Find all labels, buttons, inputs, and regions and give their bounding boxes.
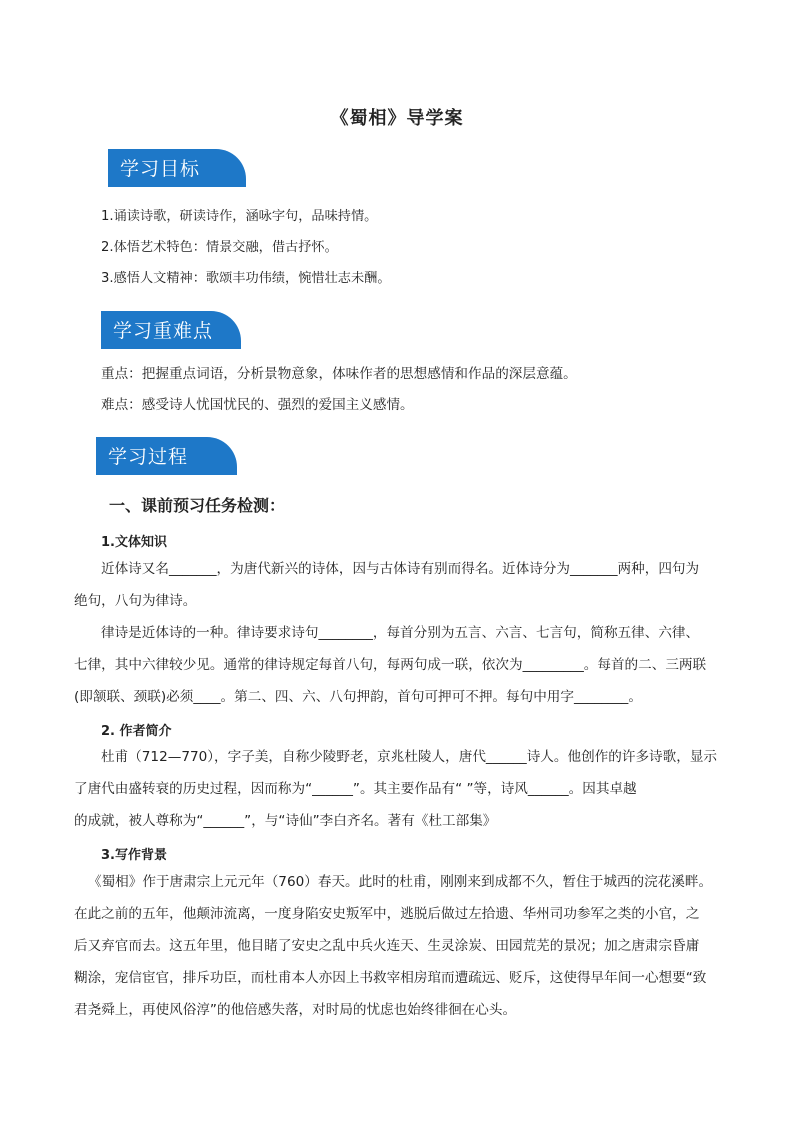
banner-learning-process-label: 学习过程 xyxy=(108,446,189,468)
banner-learning-process xyxy=(96,437,237,475)
background-para-line1: 《蜀相》作于唐肃宗上元元年（760）春天。此时的杜甫，刚刚来到成都不久，暂住于城西的浣花溪畔。 xyxy=(88,874,713,890)
genre-para2-line3: (即颔联、颈联)必须____。第二、四、六、八句押韵，首句可押可不押。每句中用字________。 xyxy=(74,689,642,705)
genre-para1-line1: 近体诗又名_______，为唐代新兴的诗体，因与古体诗有别而得名。近体诗分为_______两种，四句为 xyxy=(101,561,700,577)
background-para-line4: 糊涂，宠信宦官，排斥功臣，而杜甫本人亦因上书救宰相房琯而遭疏远、贬斥，这使得早年间一心想要“致 xyxy=(74,970,707,986)
banner-learning-goals xyxy=(108,149,246,187)
section-preview-heading: 一、课前预习任务检测： xyxy=(109,496,286,515)
page-title: 《蜀相》导学案 xyxy=(330,108,464,129)
goal-item-3: 3.感悟人文精神：歌颂丰功伟绩，惋惜壮志未酬。 xyxy=(101,271,391,286)
genre-para1-line2: 绝句，八句为律诗。 xyxy=(74,593,197,609)
key-point-focus: 重点：把握重点词语，分析景物意象，体味作者的思想感情和作品的深层意蕴。 xyxy=(101,366,577,382)
author-intro-heading: 2. 作者简介 xyxy=(101,724,172,739)
author-para-line1: 杜甫（712—770），字子美，自称少陵野老，京兆杜陵人，唐代______诗人。他创作的许多诗歌，显示 xyxy=(101,749,718,765)
genre-knowledge-heading: 1.文体知识 xyxy=(101,535,167,550)
author-para-line2: 了唐代由盛转衰的历史过程，因而称为“______”。其主要作品有“ ”等，诗风______。因其卓越 xyxy=(74,781,637,797)
background-para-line2: 在此之前的五年，他颠沛流离，一度身陷安史叛军中，逃脱后做过左拾遗、华州司功参军之类的小官，之 xyxy=(74,906,700,922)
goal-item-2: 2.体悟艺术特色：情景交融，借古抒怀。 xyxy=(101,240,338,255)
author-para-line3: 的成就，被人尊称为“______”，与“诗仙”李白齐名。著有《杜工部集》 xyxy=(74,813,497,829)
key-point-difficulty: 难点：感受诗人忧国忧民的、强烈的爱国主义感情。 xyxy=(101,397,414,413)
banner-key-points-label: 学习重难点 xyxy=(113,320,214,342)
genre-para2-line1: 律诗是近体诗的一种。律诗要求诗句________，每首分别为五言、六言、七言句，简称五律、六律、 xyxy=(101,625,700,641)
background-heading: 3.写作背景 xyxy=(101,848,167,863)
genre-para2-line2: 七律，其中六律较少见。通常的律诗规定每首八句，每两句成一联，依次为_________。每首的二、三两联 xyxy=(74,657,707,673)
goal-item-1: 1.诵读诗歌，研读诗作，涵咏字句，品味持情。 xyxy=(101,209,378,224)
background-para-line3: 后又弃官而去。这五年里，他目睹了安史之乱中兵火连天、生灵涂炭、田园荒芜的景况；加之唐肃宗昏庸 xyxy=(74,938,700,954)
banner-key-points xyxy=(101,311,241,349)
banner-learning-goals-label: 学习目标 xyxy=(120,158,201,180)
background-para-line5: 君尧舜上，再使风俗淳”的他倍感失落，对时局的忧虑也始终徘徊在心头。 xyxy=(74,1002,517,1018)
